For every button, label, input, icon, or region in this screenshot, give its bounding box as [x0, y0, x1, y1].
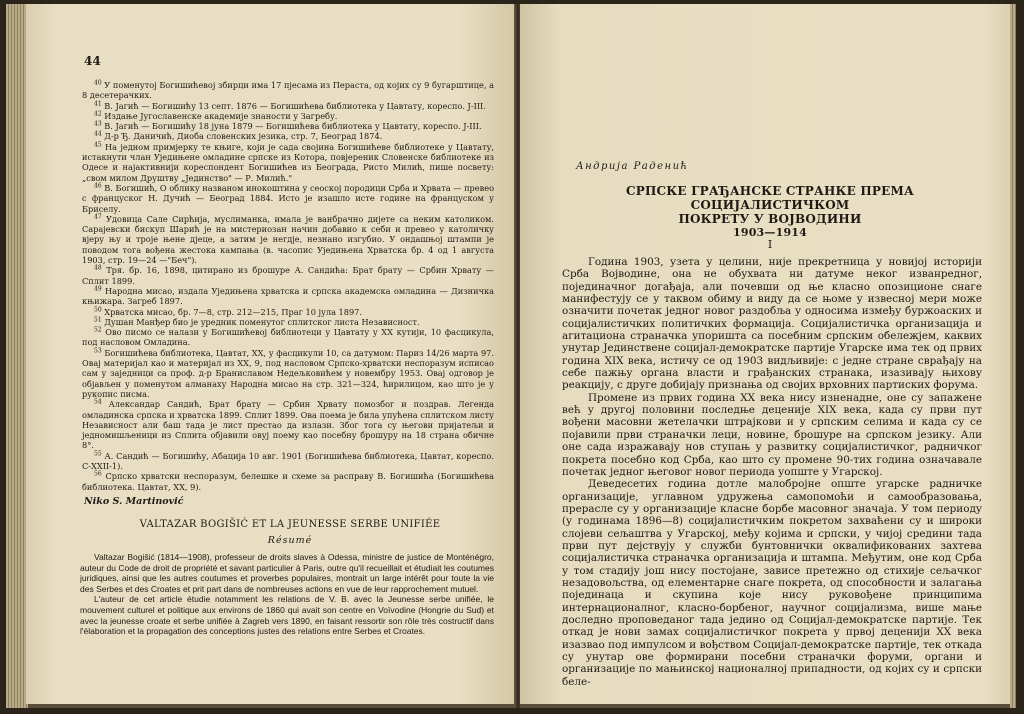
article-paragraph: Деведесетих година дотле малобројне опште угарске радничке организације, углавном удружења самопомоћи и самообразовања, прерасле су у организације класне борбе масовног значаја. У том периоду (у годинама 1896—8) социјалистичким покретом захваћени су и широки слојеви сељаштва у Угарској, међу којима и српски, у чијој средини тада први пут дејствују у служби бунтовнички оквалификованих захтева социјалистичка страначка организација и штампа. Међутим, оне код Срба у том стадију још нису постојане, зависе претежно од стихије сељачког незадовољства, од елементарне снаге покрета, од способности и залагања појединаца и скупина које нису руковођене принципима интернационалног, класно-борбеног, научног социјализма, више мање доследно проповеданог тада једино од Социјал-демократске партије. Тек откад је нови замах социјалистичког покрета у првој деценији XX века изазвао под импулсом и вођством Социјал-демократске партије, тек откада су унутар ове формирани посебни страначки форуми, органи и организације по мањинској националној припадности, од којих су и српски беле- [562, 478, 982, 688]
article-title [560, 184, 980, 240]
footnote-number: 44 [94, 130, 102, 138]
footnote [82, 286, 494, 307]
footnote-text: Српско хрватски неспоразум, белешке и схеме за расправу В. Богишића (Богишићева библиотека. Цавтат, XX, 9). [82, 471, 494, 492]
footnotes [82, 80, 494, 492]
footnote-number: 51 [94, 316, 102, 324]
page-number: 44 [84, 54, 101, 68]
right-page [520, 4, 1012, 704]
footnote-text: Душан Манђер био је уредник поменутог сплитског листа Независност. [101, 316, 420, 327]
footnote [82, 214, 494, 265]
footnote [82, 265, 494, 286]
footnote-number: 42 [94, 110, 102, 118]
footnote-text: В. Богишић, О облику названом инокоштина у сеоској породици Срба и Хрвата — превео с француског Н. Дучић — Београд 1884. Исто је изашло исте године на француском у Бриселу. [82, 182, 494, 214]
book-spread [6, 4, 1016, 708]
footnote [82, 183, 494, 214]
footnote [82, 348, 494, 399]
footnote-text: На једном примјерку те књиге, који је сада својина Богишићеве библиотеке у Цавтату, истакнути члан Уједињене омладине српске из Котора, повјереник Словенске библиотеке из Одесе и најактивнији кореспондент Богишићев из Београда, Ристо Милић, пише посвету: „свом милом Друштву „Јединство" — Р. Милић." [82, 141, 494, 183]
resume-author: Niko S. Martinović [84, 496, 184, 507]
footnote-text: А. Сандић — Богишићу, Абација 10 авг. 1901 (Богишићева библиотека, Цавтат, кореспо. С-XXII-1). [82, 450, 494, 471]
footnote [82, 121, 494, 131]
footnote-text: Народна мисао, издала Уједињена хрватска и српска академска омладина — Дизничка књижара. Загреб 1897. [82, 285, 494, 307]
footnote-text: Д-р Ђ. Даничић, Диоба словенских језика, стр. 7, Београд 1874. [101, 131, 383, 142]
left-page [26, 4, 516, 704]
article-title-line: СРПСКЕ ГРАЂАНСКЕ СТРАНКЕ ПРЕМА СОЦИЈАЛИСТИЧКОМ [626, 184, 914, 212]
footnote-text: Удовица Сале Сирћија, муслиманка, имала је ванбрачно дијете са неким католиком. Сарајевски бискуп Шарић је на мистериозан начин добавио к себи и превео у католичку вјеру њу и троје њене дјеце, а затим је негдје, незнано изгубио. У ондашњој штампи је поводом тога вођена жестока кампања (в. часопис Уједињена Хрватска бр. 4 од 1 августа 1903, стр. 19—24 —"Беч"). [82, 213, 494, 266]
footnote [82, 317, 494, 327]
footnote [82, 471, 494, 492]
article-title-line: ПОКРЕТУ У ВОЈВОДИНИ [678, 212, 862, 226]
article-paragraph: Година 1903, узета у целини, није прекретница у новијој историји Срба Војводине, она не обухвата ни датуме неког изванредног, појединачног догађаја, али почевши од ње класно опозиционе снаге манифестују се у таквом обиму и виду да се њоме у извесној мери може означити почетак једног новог раздобља у односима између буржоаских и социјалистичких политичких формација. Социјалистичка организација и агитациона страначка упоришта са посебним српским обележјем, каквих унутар Јединствене социјал-демократске партије Угарске има тек од првих година XIX века, истичу се од 1903 видљивије: с једне стране сврађају на себе пажњу органа власти и грађанских странака, изазивају њихову реакцију, с друге добијају признања од својих врховних партиских форума. [562, 256, 982, 392]
article-author: Андрија Раденић [576, 161, 689, 172]
footnote-text: В. Јагић — Богишићу 13 септ. 1876 — Богишићева библиотека у Цавтату, кореспо. J-III. [101, 100, 486, 111]
page-edges-right [1010, 4, 1016, 708]
resume-paragraph: L'auteur de cet article étudie notamment les relations de V. B. avec la Jeunesse serbe unifiée, le mouvement culturel et politique aux environs de 1860 qui avait son centre en Voïvodine (Hongrie du Sud) et avec la jeunesse croate et serbe unifiée à Zagreb vers 1890, en faisant ressortir son rôle très costructif dans l'élaboration et la propagation des conceptions justes des relations entre Serbes et Croates. [80, 594, 494, 637]
footnote-text: Богишићева библиотека, Цавтат, XX, у фасцикули 10, са датумом: Париз 14/26 марта 97. Овај материјал као и материјал из XX, 9, под насловом Српско-хрватски неспоразум исписао сам у заједници са проф. д-р Браниславом Недељковићем у новембру 1953. Овај одговор је објављен у поменутом алманаху Народна мисао на стр. 321—324, ћирилицом, као што је у рукопис писма. [82, 347, 494, 399]
resume-heading: Résumé [267, 535, 313, 546]
footnote [82, 399, 494, 450]
resume-paragraph: Valtazar Bogišić (1814—1908), professeur de droits slaves à Odessa, ministre de justice de Monténégro, auteur du Code de droit de propriété et savant particulier à Paris, outre qu'il recueillait et étudiait les coutumes juridiques, ainsi que les autres coutumes et proverbes populaires, montrait un large intérêt pour toute la vie des Serbes et des Croates et prit part dans de nombreuses actions en vue de leur rapprochement mutuel. [80, 552, 494, 594]
footnote-text: Ово писмо се налази у Богишићевој библиотеци у Цавтату у XX кутији, 10 фасцикула, под насловом Омладина. [82, 327, 494, 348]
footnote [82, 80, 494, 101]
article-years: 1903—1914 [732, 226, 808, 239]
footnote-number: 45 [94, 141, 102, 149]
footnote-text: Издање Југославенске академије знаности у Загребу. [101, 110, 338, 121]
footnote-number: 43 [94, 120, 102, 128]
footnote-number: 53 [94, 346, 102, 354]
footnote-text: У поменутој Богишићевој збирци има 17 пјесама из Пераста, од којих су 9 бугарштице, а 8 десетерачких. [82, 80, 494, 101]
footnote [82, 131, 494, 141]
footnote [82, 307, 494, 317]
footnote-number: 55 [94, 449, 102, 457]
footnote-number: 46 [94, 182, 102, 190]
footnote-number: 47 [94, 213, 102, 221]
footnote-number: 52 [94, 326, 102, 334]
section-number: I [767, 238, 773, 251]
footnote-number: 48 [94, 264, 102, 272]
footnote-text: Тря. бр. 16, 1898, цитирано из брошуре А. Сандића: Брат брату — Србин Хрвату — Сплит 1899. [82, 265, 494, 286]
footnote-number: 56 [94, 470, 102, 478]
resume-body [80, 552, 494, 637]
footnote-number: 40 [94, 79, 102, 87]
resume-title: VALTAZAR BOGIŠIĆ ET LA JEUNESSE SERBE UNIFIÉE [139, 519, 441, 530]
footnote-number: 41 [94, 99, 102, 107]
footnote [82, 111, 494, 121]
article-body [562, 256, 982, 688]
footnote-number: 50 [94, 305, 102, 313]
page-edges-left [6, 4, 28, 708]
article-paragraph: Промене из првих година XX века нису изненадне, оне су запажене већ у другој половини последње деценије XIX века, када су први пут вођени масовни жетелачки штрајкови и у српским селима и када су се појавили први страначки леци, новине, брошуре на српском језику. Али оне сада изражавају нов ступањ у развитку социјалистичког, радничког покрета посебно код Срба, као што су промене 90-тих година означавале почетак једног његовог новог периода уопште у Угарској. [562, 391, 982, 478]
footnote [82, 327, 494, 348]
footnote-text: Хрватска мисао, бр. 7—8, стр. 212—215, Праг 10 јула 1897. [101, 306, 362, 317]
footnote [82, 101, 494, 111]
footnote [82, 451, 494, 472]
footnote-number: 49 [94, 285, 102, 293]
footnote-number: 54 [94, 398, 102, 406]
footnote-text: В. Јагић — Богишићу 18 јуна 1879 — Богишићева библиотека у Цавтату, кореспо. J-III. [101, 121, 482, 132]
footnote-text: Александар Сандић, Брат брату — Србин Хрвату помозбог и поздрав. Легенда омладинска српска и хрватска 1899. Сплит 1899. Ова поема је била упућена сплитском листу Независност али баш тада је лист престао да излази. Због тога су његови пријатељи и једномишљеници из Сплита објавили овуј поему као посебну брошуру на 18 страна обичне 8°. [82, 399, 494, 451]
footnote [82, 142, 494, 183]
